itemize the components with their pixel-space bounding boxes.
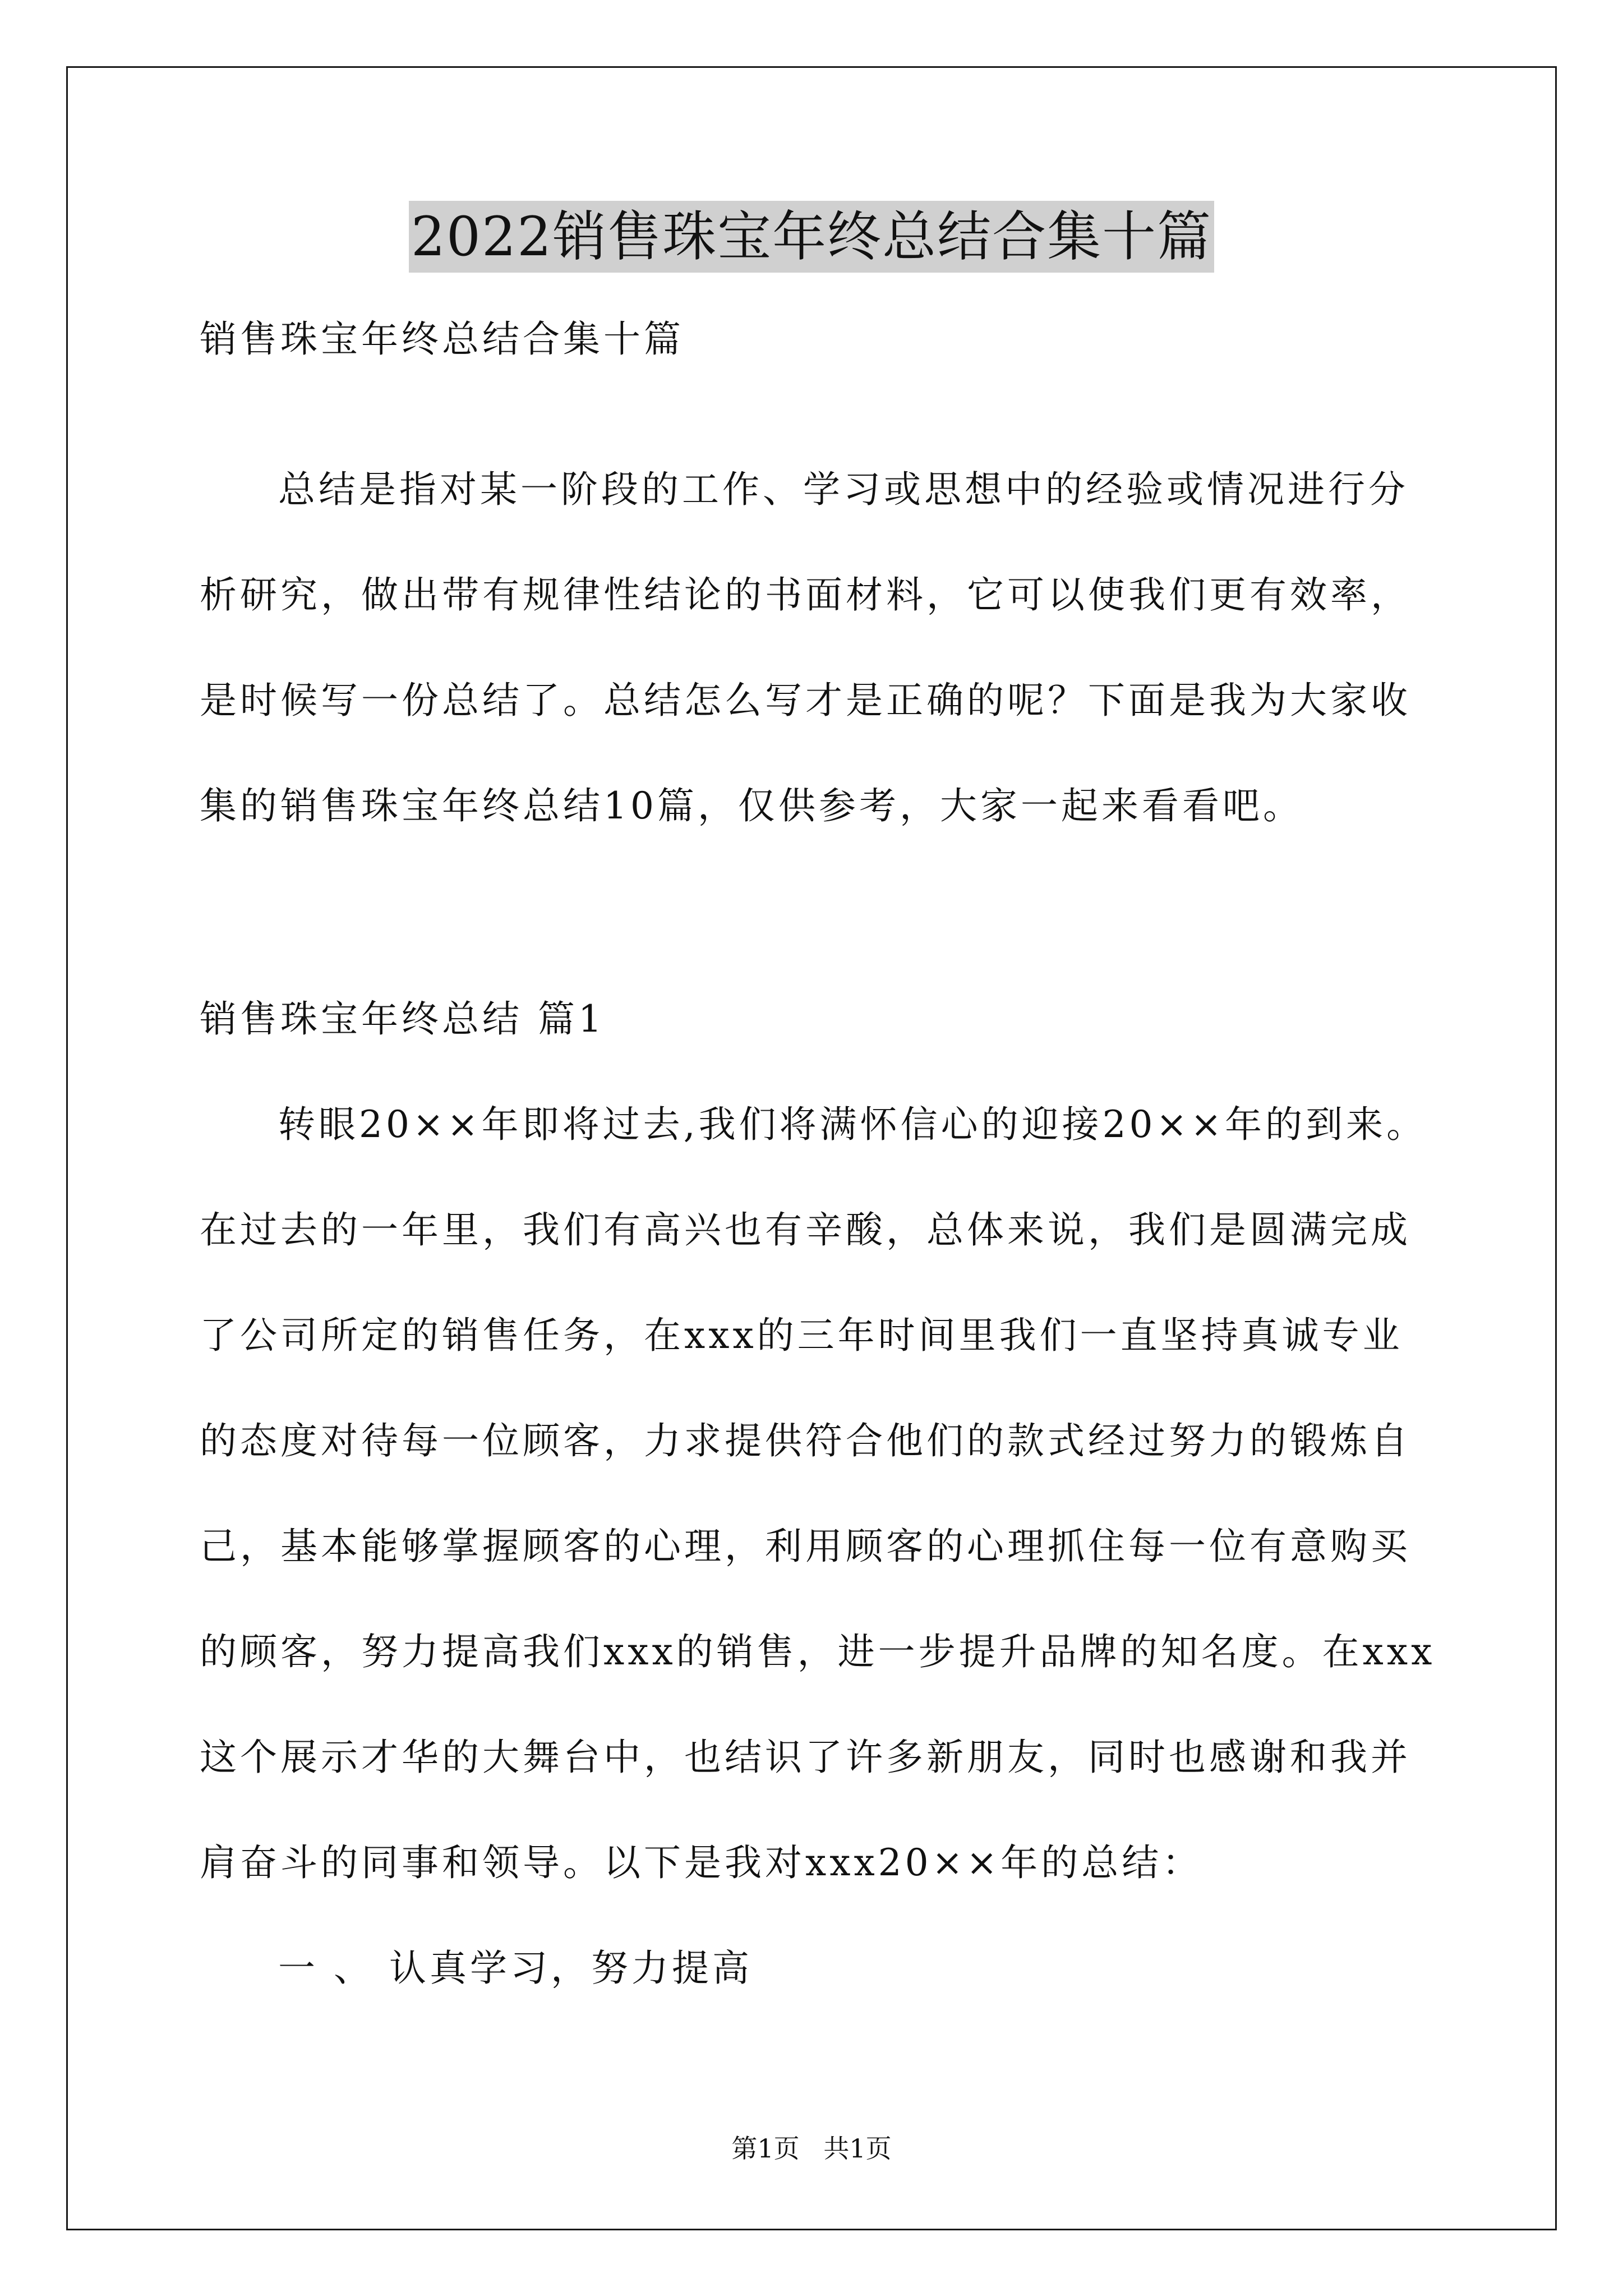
document-title: 2022销售珠宝年终总结合集十篇 [409, 201, 1214, 273]
section-line-2: 在过去的一年里，我们有高兴也有辛酸，总体来说，我们是圆满完成 [200, 1208, 1411, 1251]
intro-line-4: 集的销售珠宝年终总结10篇，仅供参考，大家一起来看看吧。 [200, 784, 1303, 827]
intro-line-3: 是时候写一份总结了。总结怎么写才是正确的呢？下面是我为大家收 [200, 679, 1411, 722]
section-line-4: 的态度对待每一位顾客，力求提供符合他们的款式经过努力的锻炼自 [200, 1419, 1411, 1462]
intro-line-1: 总结是指对某一阶段的工作、学习或思想中的经验或情况进行分 [278, 468, 1409, 511]
section-heading: 销售珠宝年终总结 篇1 [200, 997, 605, 1041]
list-item-1: 一 、 认真学习，努力提高 [278, 1947, 753, 1990]
page-number-total: 共1页 [823, 2133, 892, 2164]
page-footer [0, 2132, 1623, 2165]
section-line-5: 己，基本能够掌握顾客的心理，利用顾客的心理抓住每一位有意购买 [200, 1525, 1411, 1568]
section-line-7: 这个展示才华的大舞台中，也结识了许多新朋友，同时也感谢和我并 [200, 1736, 1411, 1779]
section-line-3: 了公司所定的销售任务，在xxx的三年时间里我们一直坚持真诚专业 [200, 1314, 1403, 1357]
section-line-6: 的顾客，努力提高我们xxx的销售，进一步提升品牌的知名度。在xxx [200, 1630, 1436, 1673]
section-line-1: 转眼20××年即将过去,我们将满怀信心的迎接20××年的到来。 [278, 1103, 1427, 1146]
subtitle: 销售珠宝年终总结合集十篇 [200, 318, 684, 361]
section-line-8: 肩奋斗的同事和领导。以下是我对xxx20××年的总结： [200, 1841, 1203, 1884]
intro-line-2: 析研究，做出带有规律性结论的书面材料，它可以使我们更有效率， [200, 573, 1411, 616]
page-number-current: 第1页 [731, 2133, 800, 2164]
title-area [0, 201, 1623, 273]
